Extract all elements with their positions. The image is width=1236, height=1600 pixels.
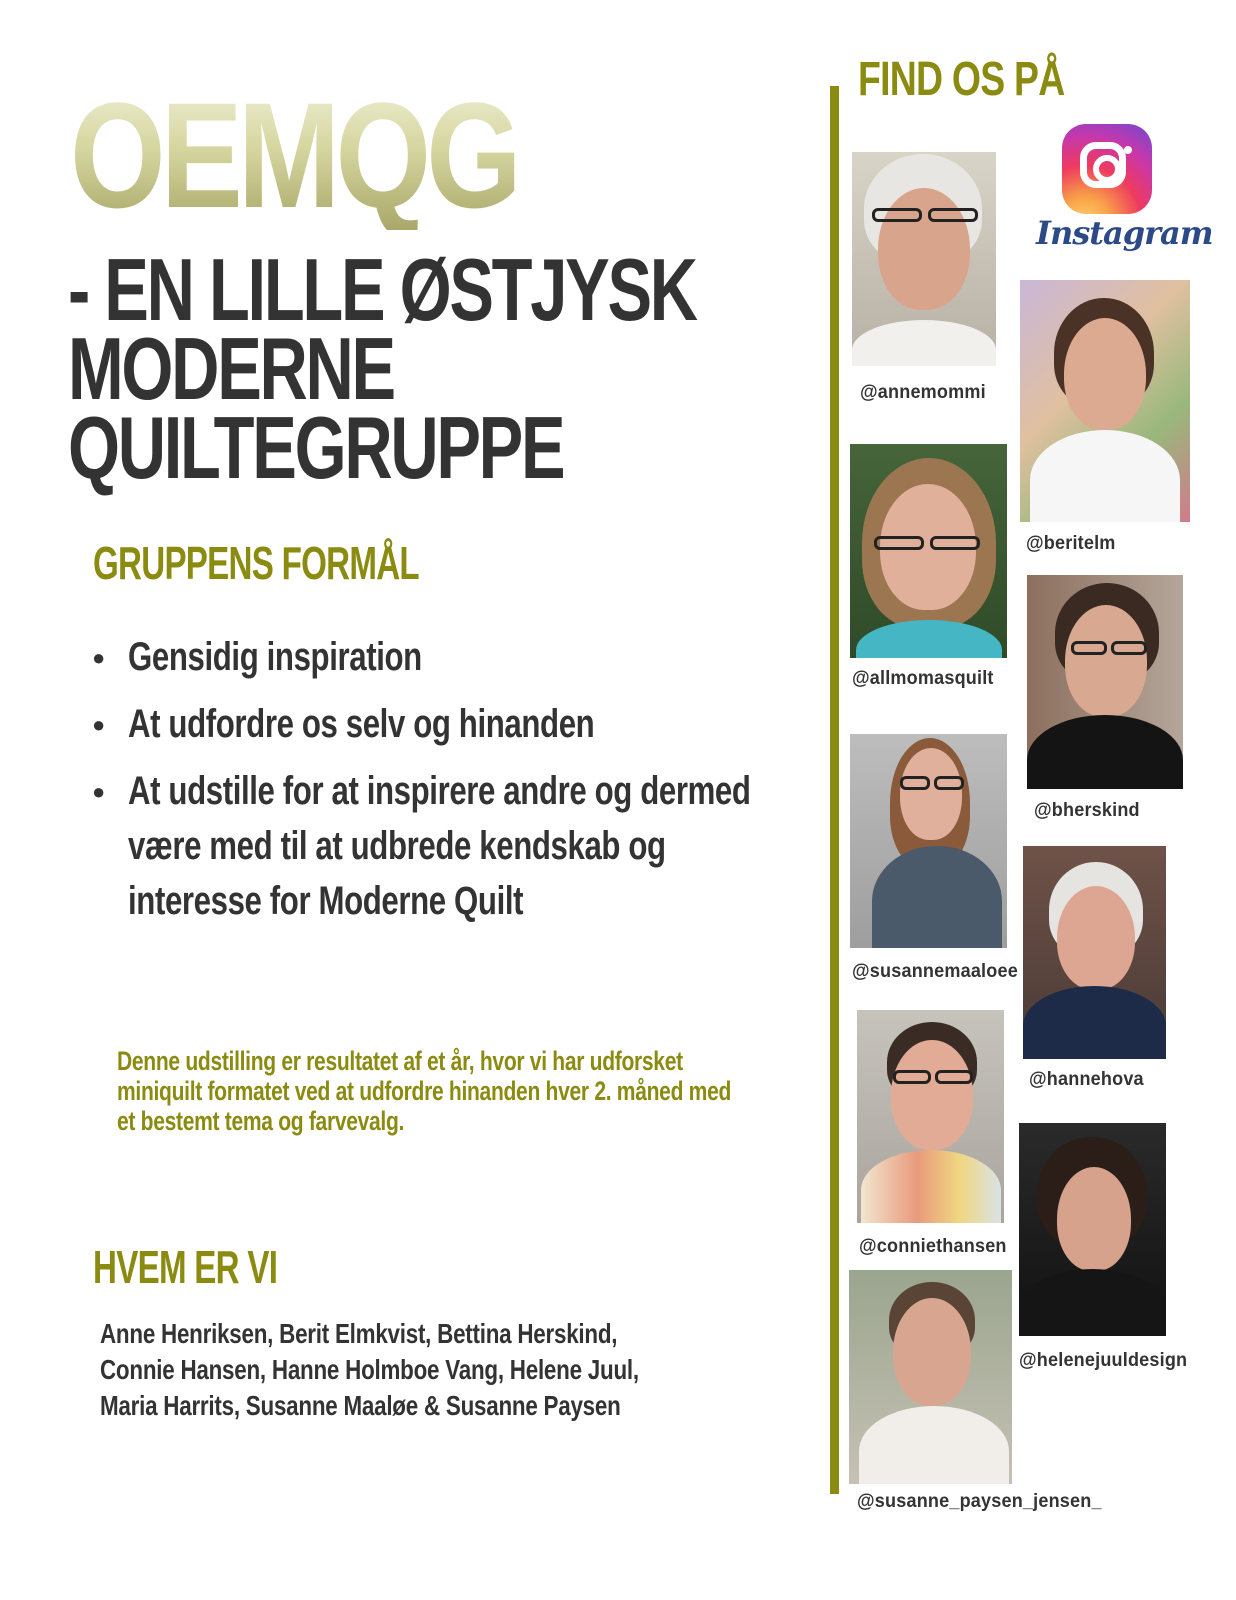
instagram-handle[interactable]: @conniethansen xyxy=(859,1236,1007,1257)
instagram-handle[interactable]: @annemommi xyxy=(860,382,986,403)
page-subtitle-line: - EN LILLE ØSTJYSK xyxy=(68,240,696,339)
bullet-icon: ● xyxy=(92,645,106,670)
member-photo xyxy=(1020,280,1190,522)
member-photo xyxy=(1019,1123,1166,1336)
purpose-list xyxy=(90,630,810,941)
page-subtitle-line: MODERNE xyxy=(68,319,394,418)
purpose-item-text: At udstille for at inspirere andre og dermed være med til at udbrede kendskab og interesse for Moderne Quilt xyxy=(128,769,751,923)
purpose-item xyxy=(90,697,810,752)
instagram-handle[interactable]: @beritelm xyxy=(1026,533,1116,554)
member-photo xyxy=(849,1270,1012,1484)
instagram-handle[interactable]: @bherskind xyxy=(1034,800,1140,821)
page-acronym-title: OEMQG xyxy=(70,71,517,239)
member-photo xyxy=(852,152,996,366)
instagram-handle[interactable]: @susannemaaloee xyxy=(852,961,1018,982)
page-subtitle-line: QUILTEGRUPPE xyxy=(68,398,564,497)
members-list xyxy=(100,1316,676,1424)
member-photo xyxy=(850,734,1007,948)
members-line: Connie Hansen, Hanne Holmboe Vang, Helene Juul, xyxy=(100,1354,639,1385)
purpose-item xyxy=(90,764,810,929)
bullet-icon: ● xyxy=(92,779,106,804)
purpose-heading: GRUPPENS FORMÅL xyxy=(93,537,419,589)
instagram-wordmark: Instagram xyxy=(1036,214,1213,252)
members-line: Anne Henriksen, Berit Elmkvist, Bettina Herskind, xyxy=(100,1318,618,1349)
instagram-icon xyxy=(1062,124,1152,214)
exhibition-note: Denne udstilling er resultatet af et år, hvor vi har udforsket miniquilt formatet ved at udfordre hinanden hver 2. måned med et bestemt tema og farvevalg. xyxy=(117,1046,732,1136)
members-line: Maria Harrits, Susanne Maaløe & Susanne Paysen xyxy=(100,1390,621,1421)
member-photo xyxy=(850,444,1007,658)
bullet-icon: ● xyxy=(92,712,106,737)
find-us-heading: FIND OS PÅ xyxy=(858,53,1065,106)
member-photo xyxy=(1027,575,1183,789)
purpose-item-text: Gensidig inspiration xyxy=(128,635,422,679)
instagram-handle[interactable]: @hannehova xyxy=(1029,1069,1144,1090)
instagram-handle[interactable]: @helenejuuldesign xyxy=(1019,1350,1188,1371)
who-heading: HVEM ER VI xyxy=(93,1241,278,1293)
instagram-handle[interactable]: @allmomasquilt xyxy=(852,668,994,689)
member-photo xyxy=(1023,846,1166,1059)
member-photo xyxy=(857,1010,1004,1223)
purpose-item-text: At udfordre os selv og hinanden xyxy=(128,702,595,746)
instagram-handle[interactable]: @susanne_paysen_jensen_ xyxy=(857,1491,1102,1512)
vertical-divider xyxy=(830,86,839,1494)
purpose-item xyxy=(90,630,810,685)
